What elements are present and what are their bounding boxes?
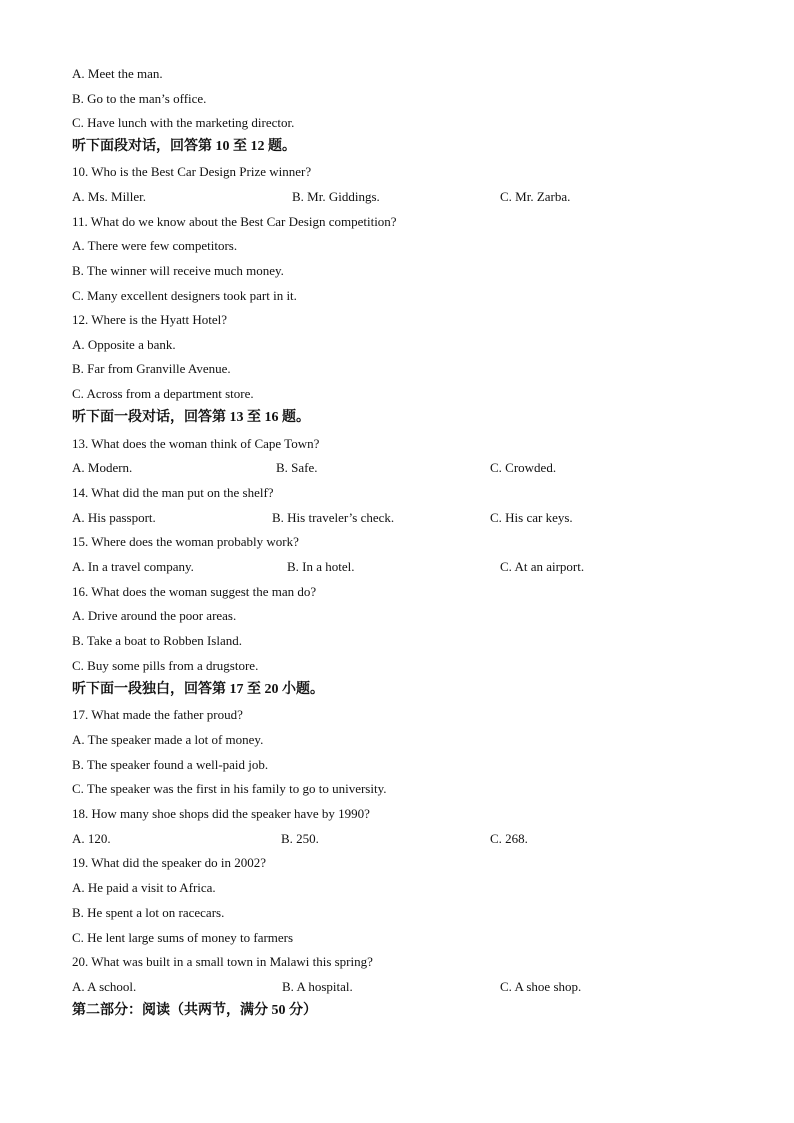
- q18-option-a: A. 120.: [72, 831, 111, 846]
- q10-option-a: A. Ms. Miller.: [72, 189, 147, 204]
- q10-option-b: B. Mr. Giddings.: [292, 189, 380, 204]
- q14-option-a: A. His passport.: [72, 510, 156, 525]
- question-19: 19. What did the speaker do in 2002?: [72, 855, 266, 870]
- q12-option-a: A. Opposite a bank.: [72, 337, 176, 352]
- q11-option-a: A. There were few competitors.: [72, 238, 238, 253]
- q16-option-a: A. Drive around the poor areas.: [72, 608, 237, 623]
- q13-option-c: C. Crowded.: [490, 460, 557, 475]
- question-10: 10. Who is the Best Car Design Prize winner?: [72, 164, 312, 179]
- q16-option-b: B. Take a boat to Robben Island.: [72, 633, 242, 648]
- q13-option-a: A. Modern.: [72, 460, 133, 475]
- q20-option-a: A. A school.: [72, 979, 137, 994]
- q11-option-b: B. The winner will receive much money.: [72, 263, 284, 278]
- q19-option-b: B. He spent a lot on racecars.: [72, 905, 225, 920]
- q18-option-b: B. 250.: [281, 831, 319, 846]
- q14-option-b: B. His traveler’s check.: [272, 510, 395, 525]
- question-11: 11. What do we know about the Best Car Design competition?: [72, 214, 397, 229]
- q17-option-a: A. The speaker made a lot of money.: [72, 732, 264, 747]
- q16-option-c: C. Buy some pills from a drugstore.: [72, 658, 259, 673]
- question-12: 12. Where is the Hyatt Hotel?: [72, 312, 227, 327]
- q17-option-c: C. The speaker was the first in his family to go to university.: [72, 781, 387, 796]
- q12-option-b: B. Far from Granville Avenue.: [72, 361, 231, 376]
- q11-option-c: C. Many excellent designers took part in it.: [72, 288, 297, 303]
- question-20: 20. What was built in a small town in Malawi this spring?: [72, 954, 373, 969]
- question-14: 14. What did the man put on the shelf?: [72, 485, 274, 500]
- q19-option-a: A. He paid a visit to Africa.: [72, 880, 216, 895]
- q15-option-b: B. In a hotel.: [287, 559, 355, 574]
- q9-option-a: A. Meet the man.: [72, 66, 163, 81]
- section-heading-10-12: 听下面段对话，回答第 10 至 12 题。: [72, 139, 296, 154]
- q20-option-c: C. A shoe shop.: [500, 979, 582, 994]
- section-heading-13-16: 听下面一段对话，回答第 13 至 16 题。: [72, 410, 310, 425]
- question-13: 13. What does the woman think of Cape Town?: [72, 436, 320, 451]
- q13-option-b: B. Safe.: [276, 460, 318, 475]
- part-two-heading: 第二部分：阅读（共两节，满分 50 分）: [72, 1003, 317, 1018]
- question-17: 17. What made the father proud?: [72, 707, 243, 722]
- q18-option-c: C. 268.: [490, 831, 528, 846]
- q15-option-c: C. At an airport.: [500, 559, 585, 574]
- question-18: 18. How many shoe shops did the speaker have by 1990?: [72, 806, 370, 821]
- question-16: 16. What does the woman suggest the man do?: [72, 584, 317, 599]
- q17-option-b: B. The speaker found a well-paid job.: [72, 757, 269, 772]
- section-heading-17-20: 听下面一段独白，回答第 17 至 20 小题。: [72, 682, 324, 697]
- q15-option-a: A. In a travel company.: [72, 559, 194, 574]
- q10-option-c: C. Mr. Zarba.: [500, 189, 571, 204]
- q9-option-c: C. Have lunch with the marketing director.: [72, 115, 295, 130]
- q14-option-c: C. His car keys.: [490, 510, 573, 525]
- question-15: 15. Where does the woman probably work?: [72, 534, 299, 549]
- q19-option-c: C. He lent large sums of money to farmers: [72, 930, 294, 945]
- q12-option-c: C. Across from a department store.: [72, 386, 254, 401]
- q20-option-b: B. A hospital.: [282, 979, 353, 994]
- q9-option-b: B. Go to the man’s office.: [72, 91, 207, 106]
